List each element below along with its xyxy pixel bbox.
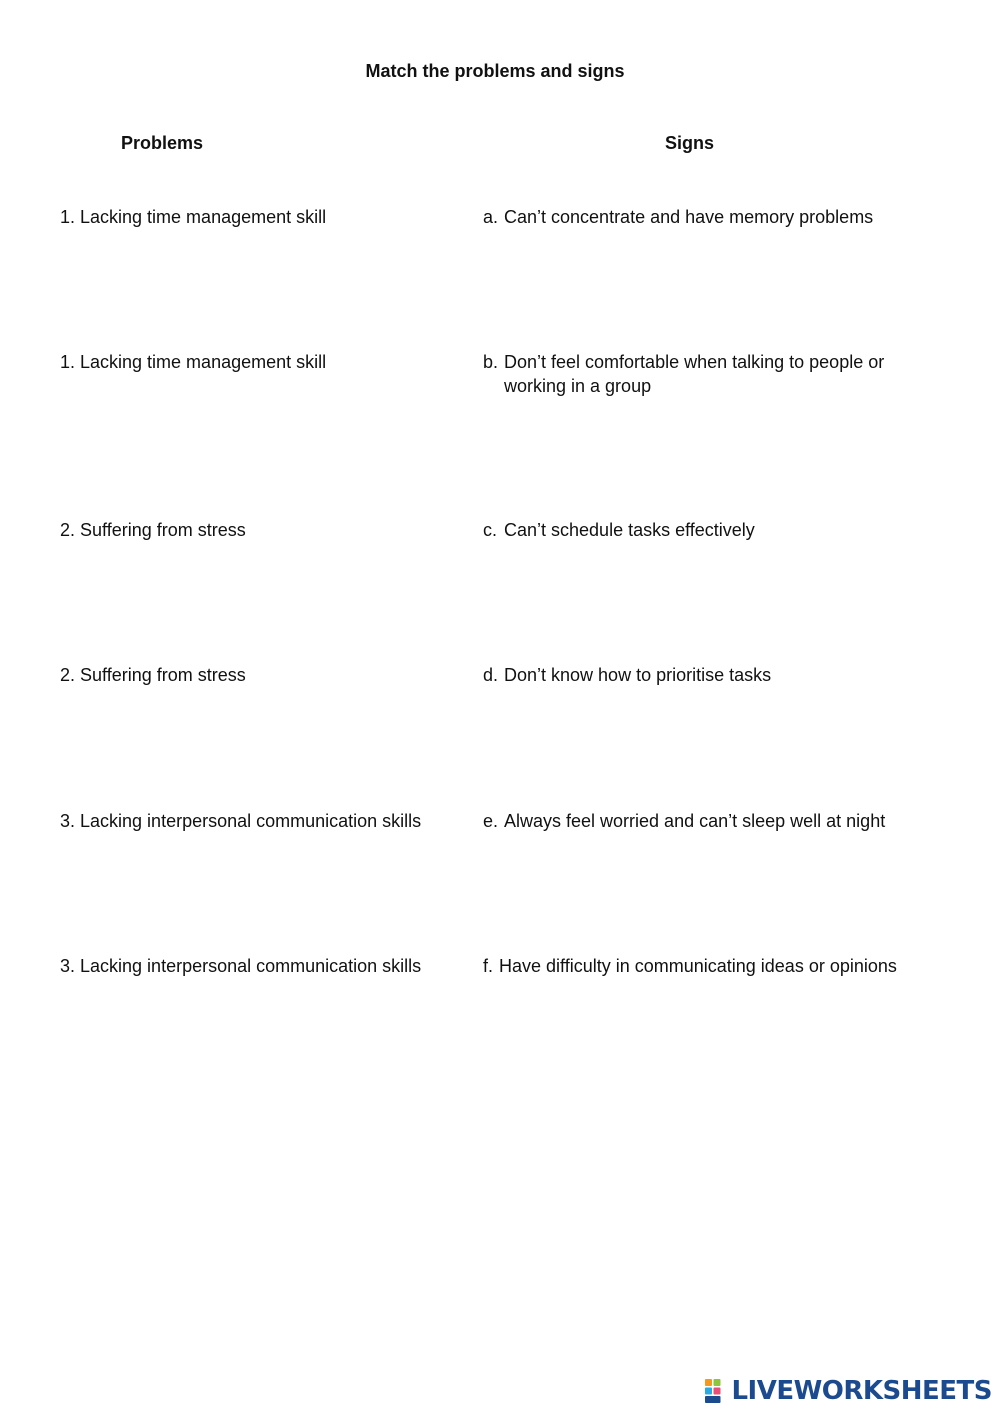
logo-square-orange	[705, 1379, 712, 1386]
sign-text: Have difficulty in communicating ideas or opinions	[499, 956, 897, 976]
sign-letter: f.	[483, 956, 494, 976]
sign-letter: b.	[483, 352, 499, 372]
sign-letter: a.	[483, 207, 499, 227]
sign-letter: c.	[483, 520, 498, 540]
sign-item[interactable]	[483, 663, 913, 687]
sign-text: Don’t feel comfortable when talking to people or working in a group	[504, 352, 885, 396]
sign-text: Don’t know how to prioritise tasks	[504, 665, 772, 685]
sign-item[interactable]	[483, 350, 913, 398]
logo-square-pink	[714, 1388, 721, 1395]
worksheet-title: Match the problems and signs	[365, 61, 625, 81]
sign-text: Can’t concentrate and have memory problems	[504, 207, 874, 227]
sign-item[interactable]	[483, 954, 913, 978]
liveworksheets-logo	[705, 1375, 992, 1407]
problem-item[interactable]: 1. Lacking time management skill	[60, 207, 327, 227]
logo-square-blue	[705, 1388, 712, 1395]
sign-text: Can’t schedule tasks effectively	[504, 520, 755, 540]
logo-square-green	[714, 1379, 721, 1386]
liveworksheets-logo-icon	[705, 1379, 729, 1403]
sign-item[interactable]	[483, 205, 913, 229]
problem-item[interactable]: 1. Lacking time management skill	[60, 352, 327, 372]
problem-item[interactable]: 3. Lacking interpersonal communication skills	[60, 811, 422, 831]
problem-item[interactable]: 2. Suffering from stress	[60, 665, 246, 685]
sign-letter: e.	[483, 811, 499, 831]
problem-item[interactable]: 2. Suffering from stress	[60, 520, 246, 540]
sign-text: Always feel worried and can’t sleep well at night	[504, 811, 886, 831]
sign-item[interactable]	[483, 809, 913, 833]
signs-heading: Signs	[665, 133, 715, 153]
problem-item[interactable]: 3. Lacking interpersonal communication skills	[60, 956, 422, 976]
sign-item[interactable]	[483, 518, 913, 542]
problems-heading: Problems	[121, 133, 204, 153]
sign-letter: d.	[483, 665, 499, 685]
logo-bar	[705, 1396, 721, 1403]
logo-text: LIVEWORKSHEETS	[731, 1376, 992, 1406]
